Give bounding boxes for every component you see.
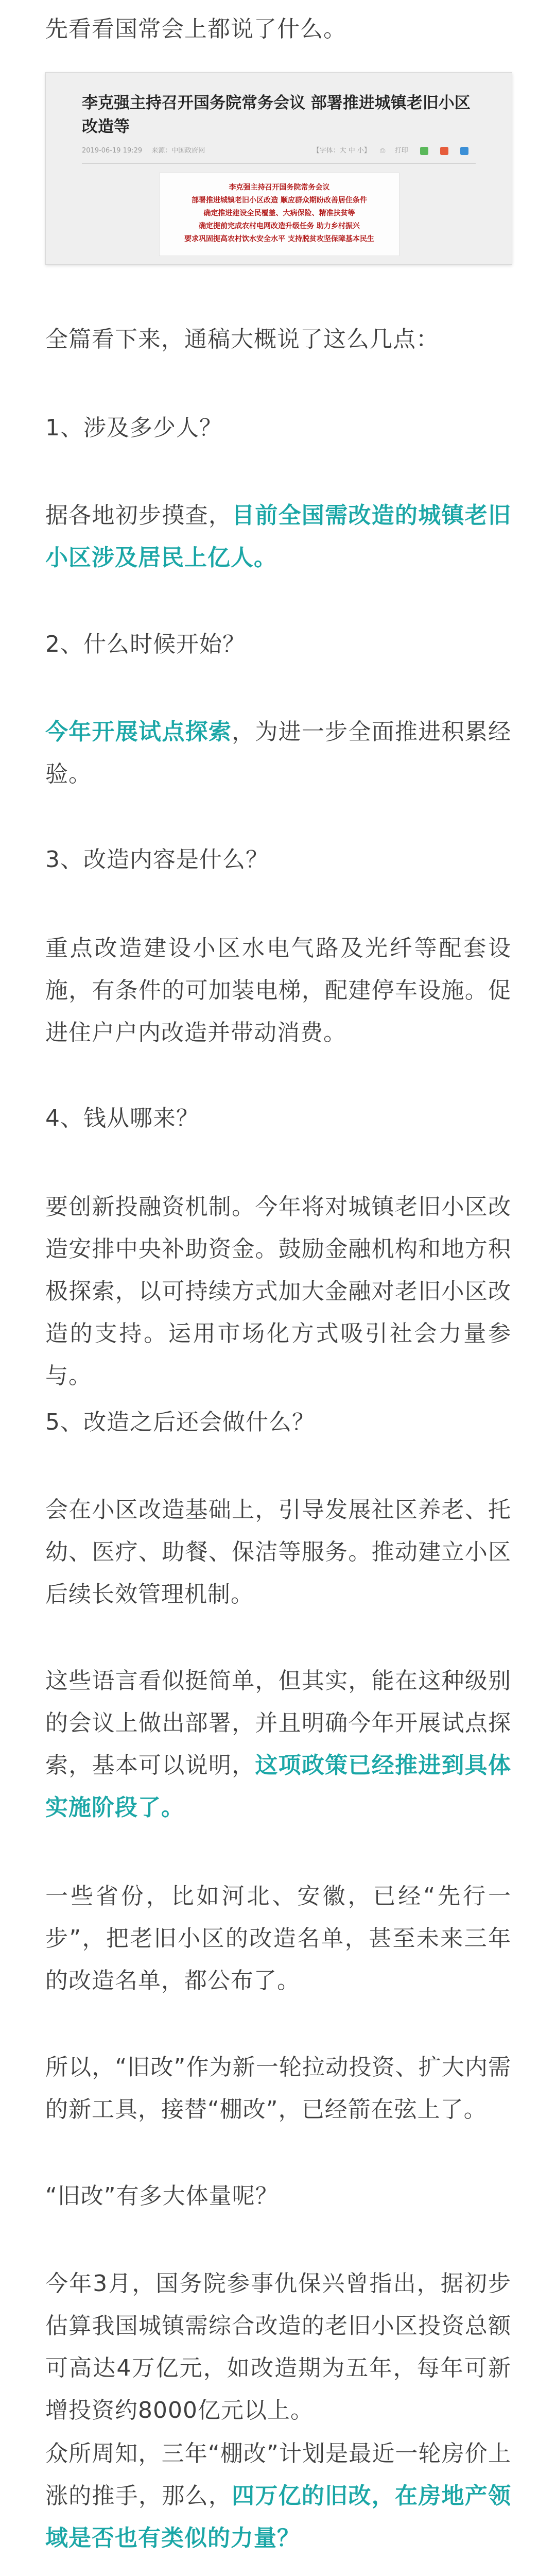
news-summary-line: 确定提前完成农村电网改造升级任务 助力乡村振兴 bbox=[199, 222, 360, 230]
news-summary-box bbox=[159, 173, 399, 256]
answer-1 bbox=[45, 495, 511, 579]
known-text: 众所周知，三年“棚改”计划是最近一轮房价上涨的推手，那么， bbox=[45, 2441, 511, 2509]
news-source: 来源：中国政府网 bbox=[151, 147, 205, 155]
so-paragraph: 所以，“旧改”作为新一轮拉动投资、扩大内需的新工具，接替“棚改”，已经箭在弦上了。 bbox=[45, 2054, 511, 2123]
language-text: 这些语言看似挺简单，但其实，能在这种级别的会议上做出部署，并且明确今年开展试点探索，基本可以说明， bbox=[45, 1668, 511, 1778]
wechat-share-icon bbox=[420, 147, 428, 155]
news-meta bbox=[82, 145, 476, 157]
answer-1-text: 据各地初步摸查， bbox=[45, 502, 232, 529]
answer-5: 会在小区改造基础上，引导发展社区养老、托幼、医疗、助餐、保洁等服务。推动建立小区后续长效管理机制。 bbox=[45, 1497, 511, 1607]
intro-paragraph: 先看看国常会上都说了什么。 bbox=[45, 16, 346, 42]
news-summary-line: 部署推进城镇老旧小区改造 顺应群众期盼改善居住条件 bbox=[192, 196, 367, 205]
font-size-control: 【字体：大 中 小】 bbox=[312, 147, 371, 155]
weibo-share-icon bbox=[440, 147, 448, 155]
answer-3: 重点改造建设小区水电气路及光纤等配套设施，有条件的可加装电梯，配建停车设施。促进住户户内改造并带动消费。 bbox=[45, 935, 511, 1046]
news-date: 2019-06-19 19:29 bbox=[82, 147, 143, 155]
answer-2-highlight: 今年开展试点探索 bbox=[45, 719, 232, 745]
answer-2-text: ，为进一步全面推进积累经验。 bbox=[45, 719, 512, 787]
language-highlight: 这项政策已经推进到具体实施阶段了。 bbox=[45, 1752, 512, 1821]
language-paragraph bbox=[45, 1660, 511, 1829]
answer-1-highlight: 目前全国需改造的城镇老旧小区涉及居民上亿人。 bbox=[45, 502, 512, 571]
answer-2 bbox=[45, 711, 511, 795]
known-highlight: 四万亿的旧改，在房地产领域是否也有类似的力量？ bbox=[45, 2483, 512, 2551]
news-divider bbox=[82, 163, 476, 164]
question-2: 2、什么时候开始？ bbox=[45, 631, 246, 657]
news-title: 李克强主持召开国务院常务会议 部署推进城镇老旧小区改造等 bbox=[82, 94, 471, 136]
print-label: 打印 bbox=[394, 147, 408, 155]
overview-paragraph: 全篇看下来，通稿大概说了这么几点： bbox=[45, 326, 439, 352]
answer-4: 要创新投融资机制。今年将对城镇老旧小区改造安排中央补助资金。鼓励金融机构和地方积极探索，以可持续方式加大金融对老旧小区改造的支持。运用市场化方式吸引社会力量参与。 bbox=[45, 1194, 511, 1389]
question-4: 4、钱从哪来？ bbox=[45, 1105, 199, 1131]
news-tools bbox=[313, 145, 476, 157]
volume-question: “旧改”有多大体量呢？ bbox=[45, 2183, 279, 2209]
news-summary-line: 确定推进建设全民覆盖、大病保险、精准扶贫等 bbox=[203, 209, 355, 217]
news-screenshot bbox=[45, 72, 512, 265]
question-3: 3、改造内容是什么？ bbox=[45, 846, 269, 873]
march-paragraph: 今年3月，国务院参事仇保兴曾指出，据初步估算我国城镇需综合改造的老旧小区投资总额可高达4万亿元，如改造期为五年，每年可新增投资约8000亿元以上。 bbox=[45, 2270, 511, 2424]
news-summary-line: 要求巩固提高农村饮水安全水平 支持脱贫攻坚保障基本民生 bbox=[184, 235, 374, 243]
print-icon: ⎙ bbox=[380, 147, 386, 155]
question-1: 1、涉及多少人？ bbox=[45, 415, 222, 441]
provinces-paragraph: 一些省份，比如河北、安徽，已经“先行一步”，把老旧小区的改造名单，甚至未来三年的改造名单，都公布了。 bbox=[45, 1883, 511, 1994]
qzone-share-icon bbox=[460, 147, 468, 155]
known-paragraph bbox=[45, 2433, 511, 2560]
question-5: 5、改造之后还会做什么？ bbox=[45, 1409, 315, 1435]
news-summary-line: 李克强主持召开国务院常务会议 bbox=[229, 183, 330, 192]
